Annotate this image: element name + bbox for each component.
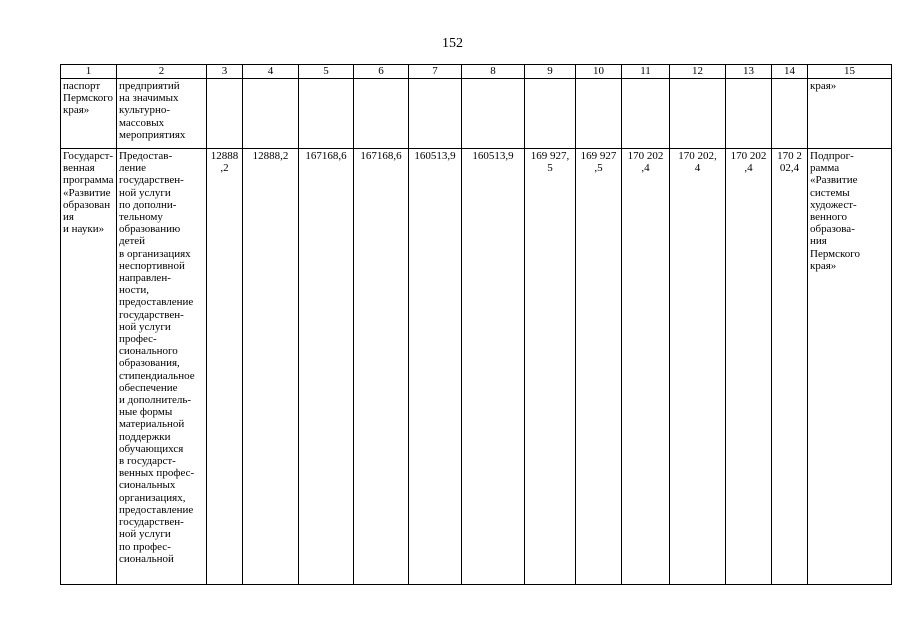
value-cell: 170 202 ,4 (622, 149, 670, 585)
value-cell: 170 202 ,4 (726, 149, 772, 585)
header-cell: 6 (354, 65, 409, 79)
program-cell: паспорт Пермского края» (61, 79, 117, 149)
header-cell: 9 (525, 65, 576, 79)
header-cell: 2 (117, 65, 207, 79)
value-cell: 160513,9 (462, 149, 525, 585)
value-cell (409, 79, 462, 149)
header-cell: 8 (462, 65, 525, 79)
value-cell: 167168,6 (354, 149, 409, 585)
header-cell: 5 (299, 65, 354, 79)
table-row (61, 149, 892, 585)
value-cell (670, 79, 726, 149)
header-cell: 12 (670, 65, 726, 79)
budget-table (60, 64, 892, 585)
value-cell: 12888,2 (243, 149, 299, 585)
value-cell: 169 927 ,5 (576, 149, 622, 585)
activity-cell: предприятий на значимых культурно- массовых мероприятиях (117, 79, 207, 149)
value-cell: 160513,9 (409, 149, 462, 585)
value-cell (726, 79, 772, 149)
header-cell: 13 (726, 65, 772, 79)
header-cell: 1 (61, 65, 117, 79)
header-cell: 4 (243, 65, 299, 79)
header-cell: 15 (808, 65, 892, 79)
value-cell (243, 79, 299, 149)
subprogram-cell: края» (808, 79, 892, 149)
header-cell: 14 (772, 65, 808, 79)
value-cell: 170 2 02,4 (772, 149, 808, 585)
value-cell (622, 79, 670, 149)
program-cell: Государст- венная программа «Развитие образования и науки» (61, 149, 117, 585)
header-cell: 10 (576, 65, 622, 79)
value-cell (207, 79, 243, 149)
activity-cell: Предостав- ление государствен- ной услуги по дополни- тельному образованию детей в организациях неспортивной направлен- ности, предоставление государствен- ной услуги профес- сионального образования, стипендиальное обеспечение и дополнитель- ные формы материальной поддержки обучающихся в государст- венных профес- сиональных организациях, предоставление государствен- ной услуги по профес- сиональной (117, 149, 207, 585)
header-cell: 11 (622, 65, 670, 79)
value-cell: 12888 ,2 (207, 149, 243, 585)
value-cell (354, 79, 409, 149)
subprogram-cell: Подпрог- рамма «Развитие системы художест- венного образова- ния Пермского края» (808, 149, 892, 585)
table-row (61, 79, 892, 149)
value-cell (299, 79, 354, 149)
value-cell (772, 79, 808, 149)
value-cell (576, 79, 622, 149)
value-cell: 167168,6 (299, 149, 354, 585)
page-number: 152 (442, 36, 463, 51)
value-cell: 169 927, 5 (525, 149, 576, 585)
value-cell (525, 79, 576, 149)
header-cell: 3 (207, 65, 243, 79)
value-cell (462, 79, 525, 149)
header-cell: 7 (409, 65, 462, 79)
value-cell: 170 202, 4 (670, 149, 726, 585)
header-row (61, 65, 892, 79)
